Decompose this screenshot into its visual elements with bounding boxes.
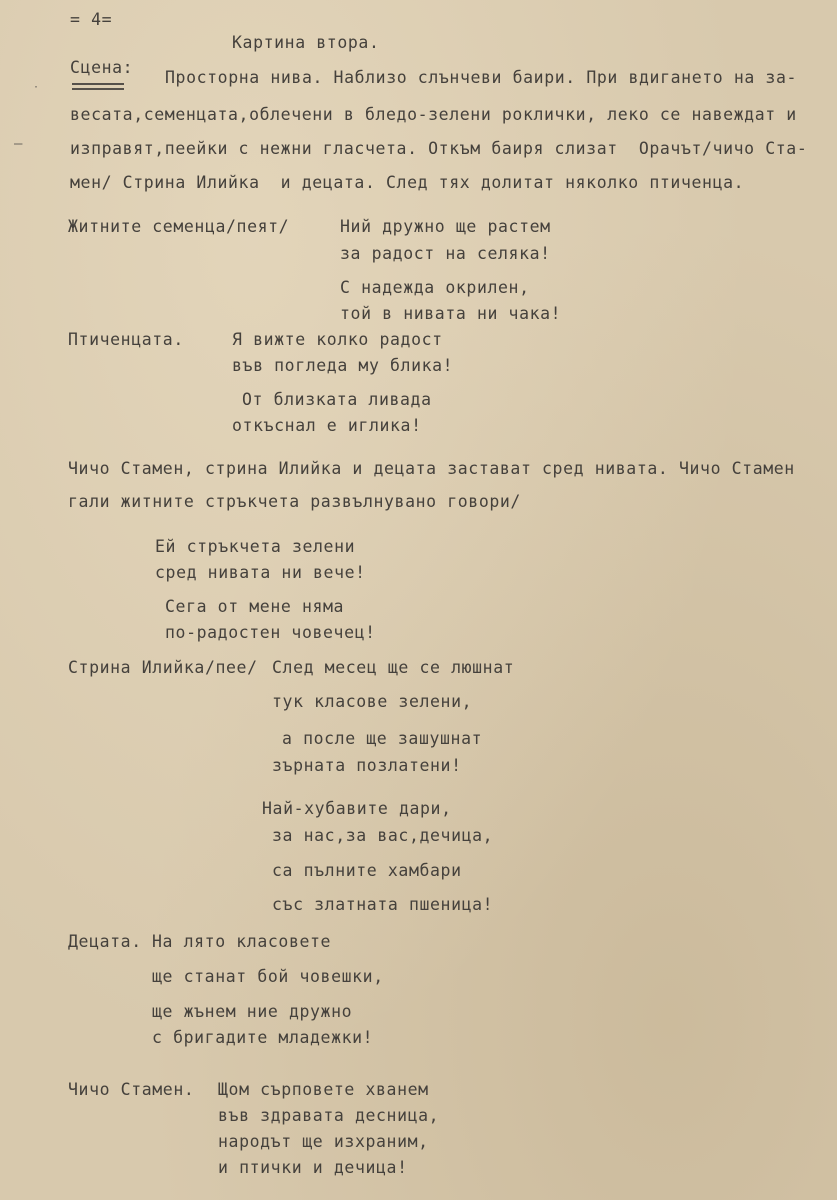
stamen-line-3: Сега от мене няма	[165, 597, 345, 616]
birds-line-3: От близката ливада	[242, 390, 432, 409]
birds-speaker: Птиченцата.	[68, 330, 184, 349]
children-line-3: ще жънем ние дружно	[152, 1002, 353, 1021]
direction-line-2: гали житните стръкчета развълнувано говори/	[68, 492, 521, 511]
iliyka-line-2: тук класове зелени,	[272, 692, 473, 711]
scene-label: Сцена:	[70, 58, 134, 77]
children-line-4: с бригадите младежки!	[152, 1028, 374, 1047]
page-number: = 4=	[70, 10, 113, 29]
stamen-line-2: сред нивата ни вече!	[155, 563, 366, 582]
stamen2-line-3: народът ще изхраним,	[218, 1132, 429, 1151]
iliyka-line-8: със златната пшеница!	[272, 895, 494, 914]
seeds-line-3: С надежда окрилен,	[340, 278, 530, 297]
stage-line-1: Просторна нива. Наблизо слънчеви баири. При вдигането на за-	[165, 68, 798, 87]
children-line-2: ще станат бой човешки,	[152, 967, 384, 986]
iliyka-line-6: за нас,за вас,дечица,	[272, 826, 494, 845]
stage-line-2: весата,семенцата,облечени в бледо-зелени роклички, леко се навеждат и	[70, 105, 797, 124]
children-speaker: Децата.	[68, 932, 142, 951]
stamen2-speaker: Чичо Стамен.	[68, 1080, 195, 1099]
seeds-line-4: той в нивата ни чака!	[340, 304, 562, 323]
seeds-line-2: за радост на селяка!	[340, 244, 551, 263]
scene-label-underline-2	[72, 88, 124, 90]
iliyka-line-4: зърната позлатени!	[272, 756, 462, 775]
scene-title: Картина втора.	[232, 33, 380, 52]
iliyka-line-7: са пълните хамбари	[272, 861, 462, 880]
stamen2-line-1: Щом сърповете хванем	[218, 1080, 429, 1099]
stamen2-line-2: във здравата десница,	[218, 1106, 440, 1125]
iliyka-speaker: Стрина Илийка/пее/	[68, 658, 258, 677]
stage-line-3: изправят,пеейки с нежни гласчета. Откъм баиря слизат Орачът/чичо Ста-	[70, 139, 808, 158]
direction-line-1: Чичо Стамен, стрина Илийка и децата застават сред нивата. Чичо Стамен	[68, 459, 795, 478]
iliyka-line-5: Най-хубавите дари,	[262, 799, 452, 818]
birds-line-1: Я вижте колко радост	[232, 330, 443, 349]
iliyka-line-3: а после ще зашушнат	[282, 729, 483, 748]
birds-line-2: във погледа му блика!	[232, 356, 454, 375]
stamen-line-4: по-радостен човечец!	[165, 623, 376, 642]
stamen-line-1: Ей стръкчета зелени	[155, 537, 356, 556]
iliyka-line-1: След месец ще се люшнат	[272, 658, 515, 677]
margin-dash-mark: –	[14, 136, 23, 152]
stamen2-line-4: и птички и дечица!	[218, 1158, 408, 1177]
stage-line-4: мен/ Стрина Илийка и децата. След тях долитат няколко птиченца.	[70, 173, 745, 192]
seeds-line-1: Ний дружно ще растем	[340, 217, 551, 236]
margin-dot-mark: ·	[33, 82, 40, 93]
children-line-1: На лято класовете	[152, 932, 332, 951]
seeds-speaker: Житните семенца/пеят/	[68, 217, 290, 236]
scene-label-underline	[72, 83, 124, 85]
birds-line-4: откъснал е иглика!	[232, 416, 422, 435]
